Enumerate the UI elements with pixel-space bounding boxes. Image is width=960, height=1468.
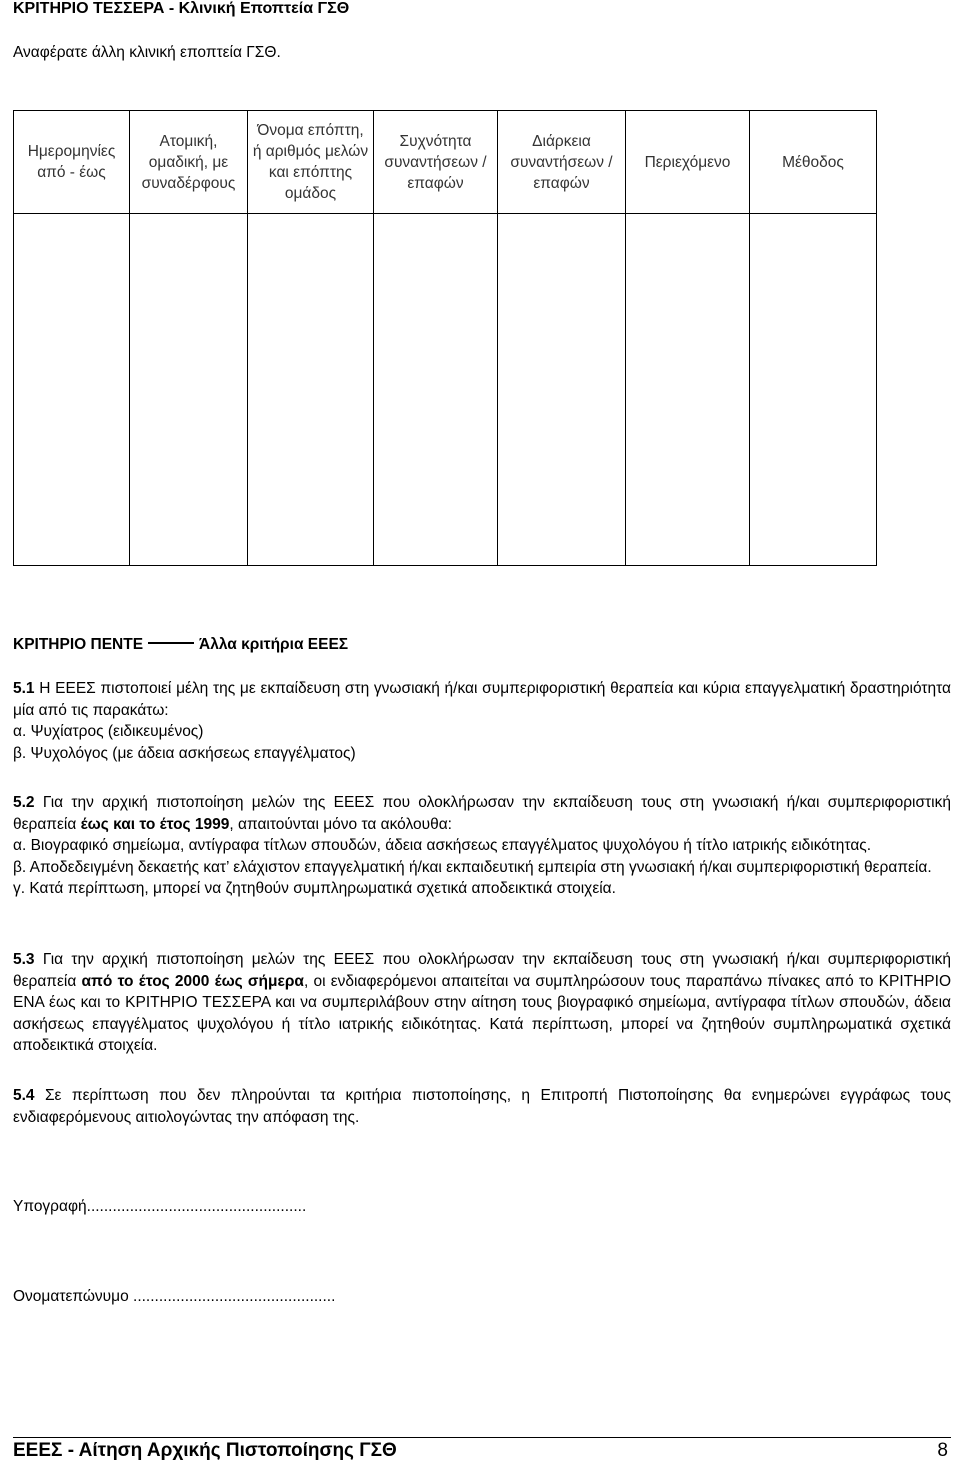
table-header-row [14, 111, 877, 214]
column-header: Ημερομηνίες από - έως [14, 111, 130, 214]
paragraph-5-1: 5.1 Η ΕΕΕΣ πιστοποιεί μέλη της με εκπαίδευση στη γνωσιακή ή/και συμπεριφοριστική θεραπεία και κύρια επαγγελματική δραστηριότητα μία από τις παρακάτω: α. Ψυχίατρος (ειδικευμένος) β. Ψυχολόγος (με άδεια ασκήσεως επαγγέλματος) [13, 678, 951, 764]
column-header: Διάρκεια συναντήσεων / επαφών [498, 111, 626, 214]
column-header: Ατομική, ομαδική, με συναδέρφους [130, 111, 248, 214]
supervision-table [13, 110, 877, 566]
table-cell[interactable] [14, 214, 130, 566]
list-item: α. Βιογραφικό σημείωμα, αντίγραφα τίτλων σπουδών, άδεια ασκήσεως επαγγέλματος ψυχολόγου ή τίτλο ιατρικής ειδικότητας. [13, 837, 872, 854]
table-cell[interactable] [374, 214, 498, 566]
signature-field[interactable]: Υπογραφή................................................... [13, 1198, 307, 1215]
page-number: 8 [937, 1440, 948, 1461]
column-header: Μέθοδος [750, 111, 877, 214]
list-item: γ. Κατά περίπτωση, μπορεί να ζητηθούν συμπληρωματικά σχετικά αποδεικτικά στοιχεία. [13, 880, 616, 897]
paragraph-5-4: 5.4 Σε περίπτωση που δεν πληρούνται τα κριτήρια πιστοποίησης, η Επιτροπή Πιστοποίησης θα ενημερώνει εγγράφως τους ενδιαφερόμενους αιτιολογώντας την απόφαση της. [13, 1087, 951, 1126]
column-header: Όνομα επόπτη, ή αριθμός μελών και επόπτης ομάδος [248, 111, 374, 214]
heading-dash [148, 642, 194, 644]
section-heading: ΚΡΙΤΗΡΙΟ ΠΕΝΤΕ Άλλα κριτήρια ΕΕΕΣ [13, 636, 349, 653]
paragraph-5-3: 5.3 Για την αρχική πιστοποίηση μελών της ΕΕΕΣ που ολοκλήρωσαν την εκπαίδευση τους στη γνωσιακή ή/και συμπεριφοριστική θεραπεία από το έτος 2000 έως σήμερα, οι ενδιαφερόμενοι απαιτείται να συμπληρώσουν τους παραπάνω πίνακες από το ΚΡΙΤΗΡΙΟ ΕΝΑ έως και το ΚΡΙΤΗΡΙΟ ΤΕΣΣΕΡΑ και να συμπεριλάβουν στην αίτηση τους βιογραφικό σημείωμα, αντίγραφα τίτλων σπουδών, άδεια ασκήσεως επαγγέλματος ψυχολόγου ή τίτλο ιατρικής ειδικότητας. Κατά περίπτωση, μπορεί να ζητηθούν συμπληρωματικά σχετικά αποδεικτικά στοιχεία. [13, 951, 952, 1054]
table-cell[interactable] [130, 214, 248, 566]
paragraph-5-2: 5.2 Για την αρχική πιστοποίηση μελών της ΕΕΕΣ που ολοκλήρωσαν την εκπαίδευση τους στη γνωσιακή ή/και συμπεριφοριστική θεραπεία έως και το έτος 1999, απαιτούνται μόνο τα ακόλουθα: α. Βιογραφικό σημείωμα, αντίγραφα τίτλων σπουδών, άδεια ασκήσεως επαγγέλματος ψυχολόγου ή τίτλο ιατρικής ειδικότητας. β. Αποδεδειγμένη δεκαετής κατ’ ελάχιστον επαγγελματική ή/και εκπαιδευτική εμπειρία στη γνωσιακή ή/και συμπεριφοριστική θεραπεία. γ. Κατά περίπτωση, μπορεί να ζητηθούν συμπληρωματικά σχετικά αποδεικτικά στοιχεία. [13, 792, 951, 900]
page-subtitle: Αναφέρατε άλλη κλινική εποπτεία ΓΣΘ. [13, 44, 281, 61]
list-item: β. Ψυχολόγος (με άδεια ασκήσεως επαγγέλματος) [13, 744, 356, 762]
column-header: Συχνότητα συναντήσεων / επαφών [374, 111, 498, 214]
page-title: ΚΡΙΤΗΡΙΟ ΤΕΣΣΕΡΑ - Κλινική Εποπτεία ΓΣΘ [13, 0, 350, 17]
column-header: Περιεχόμενο [626, 111, 750, 214]
table-row [14, 214, 877, 566]
table-cell[interactable] [750, 214, 877, 566]
table-cell[interactable] [248, 214, 374, 566]
list-item: β. Αποδεδειγμένη δεκαετής κατ’ ελάχιστον επαγγελματική ή/και εκπαιδευτική εμπειρία στη γνωσιακή ή/και συμπεριφοριστική θεραπεία. [13, 858, 932, 876]
footer-text: ΕΕΕΣ - Αίτηση Αρχικής Πιστοποίησης ΓΣΘ [13, 1440, 397, 1461]
list-item: α. Ψυχίατρος (ειδικευμένος) [13, 723, 204, 740]
footer-divider [13, 1437, 951, 1438]
table-cell[interactable] [626, 214, 750, 566]
name-field[interactable]: Ονοματεπώνυμο ............................................... [13, 1288, 336, 1305]
table-cell[interactable] [498, 214, 626, 566]
